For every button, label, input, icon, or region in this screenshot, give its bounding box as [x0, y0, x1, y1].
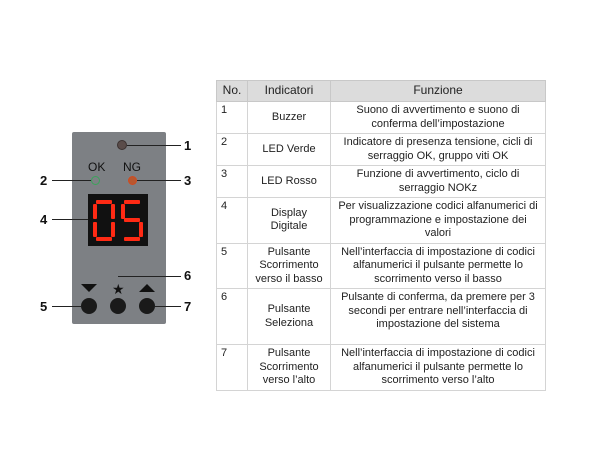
row-function: Nell’interfaccia di impostazione di codici alfanumerici il pulsante permette lo scorrimento verso l’alto [331, 345, 546, 391]
segment-5g [124, 218, 140, 222]
select-button[interactable] [110, 298, 126, 314]
row-number: 5 [217, 243, 248, 289]
callout-7: 7 [184, 299, 192, 314]
row-number: 4 [217, 198, 248, 244]
down-arrow-icon [81, 284, 97, 292]
row-number: 6 [217, 289, 248, 345]
row-indicator: Pulsante Seleziona [248, 289, 331, 345]
scroll-up-button[interactable] [139, 298, 155, 314]
segment-0b [111, 204, 115, 219]
row-indicator: LED Verde [248, 134, 331, 166]
callout-line-6 [118, 276, 181, 277]
row-indicator: LED Rosso [248, 166, 331, 198]
segment-5c [139, 222, 143, 237]
led-ok-label: OK [88, 160, 106, 174]
indicator-table [216, 80, 546, 391]
table-row [217, 102, 546, 134]
segment-5a [124, 200, 140, 204]
callout-line-3 [137, 180, 181, 181]
up-arrow-icon [139, 284, 155, 292]
row-number: 7 [217, 345, 248, 391]
row-function: Suono di avvertimento e suono di conferma dell’impostazione [331, 102, 546, 134]
callout-2: 2 [40, 173, 48, 188]
segment-0f [93, 204, 97, 219]
callout-line-1 [127, 145, 181, 146]
segment-0d [96, 237, 112, 241]
star-icon: ★ [112, 281, 125, 297]
callout-line-2 [52, 180, 91, 181]
table-row [217, 289, 546, 345]
row-function: Nell’interfaccia di impostazione di codici alfanumerici il pulsante permette lo scorrimento verso il basso [331, 243, 546, 289]
row-function: Funzione di avvertimento, ciclo di serraggio NOKz [331, 166, 546, 198]
row-indicator: Pulsante Scorrimento verso l’alto [248, 345, 331, 391]
callout-3: 3 [184, 173, 192, 188]
segment-5d [124, 237, 140, 241]
led-ng-label: NG [123, 160, 141, 174]
segment-0a [96, 200, 112, 204]
callout-4: 4 [40, 212, 48, 227]
table-row [217, 345, 546, 391]
callout-line-7 [155, 306, 181, 307]
scroll-down-button[interactable] [81, 298, 97, 314]
row-indicator: Buzzer [248, 102, 331, 134]
header-indicatori: Indicatori [248, 81, 331, 102]
table-row [217, 166, 546, 198]
table-row [217, 243, 546, 289]
red-led [128, 176, 137, 185]
callout-6: 6 [184, 268, 192, 283]
digital-display [88, 194, 148, 246]
buzzer-indicator [117, 140, 127, 150]
callout-5: 5 [40, 299, 48, 314]
callout-line-5 [52, 306, 81, 307]
row-indicator: Display Digitale [248, 198, 331, 244]
row-function: Indicatore di presenza tensione, cicli di serraggio OK, gruppo viti OK [331, 134, 546, 166]
table-row [217, 134, 546, 166]
table-row [217, 198, 546, 244]
row-indicator: Pulsante Scorrimento verso il basso [248, 243, 331, 289]
callout-line-4 [52, 219, 88, 220]
segment-0c [111, 222, 115, 237]
row-number: 3 [217, 166, 248, 198]
segment-0e [93, 222, 97, 237]
row-number: 2 [217, 134, 248, 166]
green-led [91, 176, 100, 185]
header-funzione: Funzione [331, 81, 546, 102]
row-function: Per visualizzazione codici alfanumerici di programmazione e impostazione dei valori [331, 198, 546, 244]
header-no: No. [217, 81, 248, 102]
row-number: 1 [217, 102, 248, 134]
row-function: Pulsante di conferma, da premere per 3 secondi per entrare nell’interfaccia di impostazione del sistema [331, 289, 546, 345]
table-header-row [217, 81, 546, 102]
callout-1: 1 [184, 138, 192, 153]
segment-5f [121, 204, 125, 219]
